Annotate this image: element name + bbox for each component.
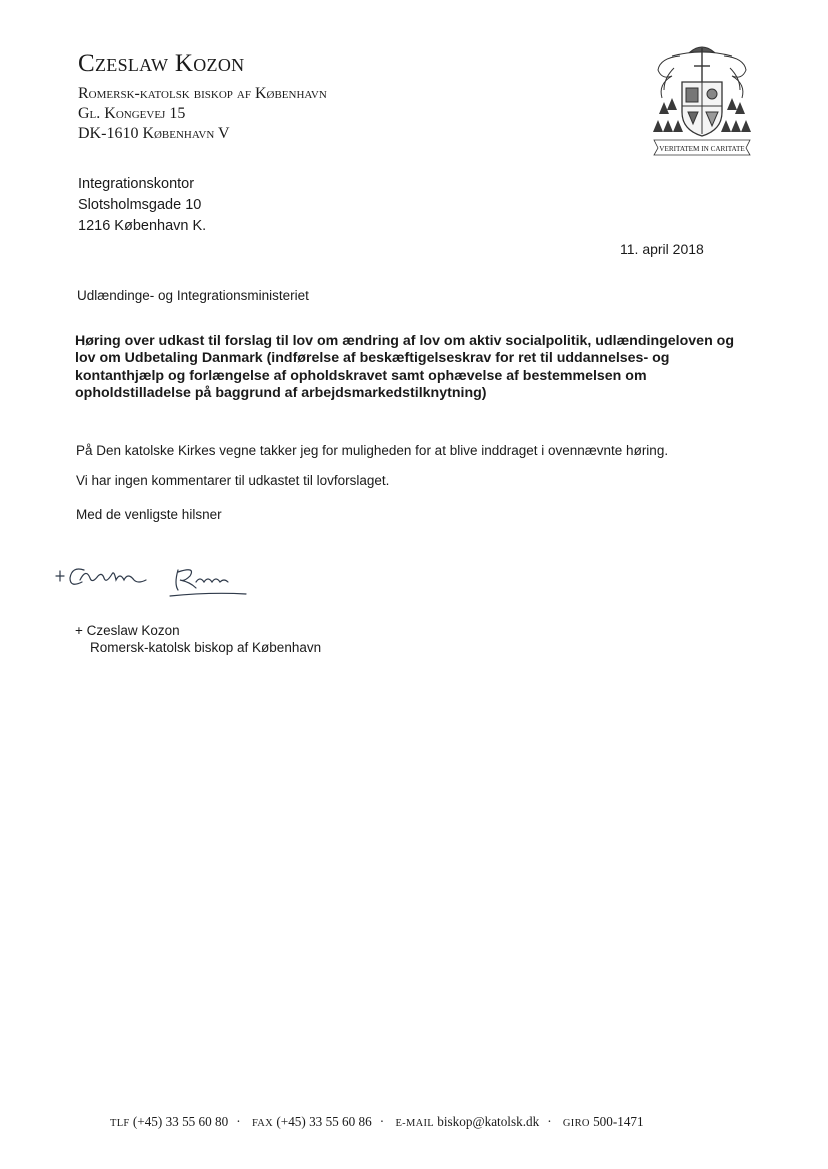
recipient-line-3: 1216 København K. — [78, 218, 207, 234]
tlf-number: (+45) 33 55 60 80 — [132, 1114, 229, 1129]
email-label: E-MAIL — [395, 1118, 434, 1129]
giro-label: GIRO — [562, 1118, 590, 1129]
letterhead-city: DK-1610 København V — [78, 125, 230, 142]
motto-text: VERITATEM IN CARITATE — [659, 145, 745, 153]
footer-contact: TLF (+45) 33 55 60 80 · FAX (+45) 33 55 60 86 · E-MAIL biskop@katolsk.dk · GIRO 500-1471 — [110, 1114, 644, 1129]
coat-of-arms-icon — [650, 38, 755, 156]
ministry-name: Udlændinge- og Integrationsministeriet — [77, 288, 309, 303]
subject-heading: Høring over udkast til forslag til lov om ændring af lov om aktiv socialpolitik, udlændingeloven og lov om Udbetaling Danmark (indførelse af beskæftigelseskrav for ret til uddannelses- og kontanthjælp og forlængelse af opholdskravet samt ophævelse af bestemmelsen om opholdstilladelse på baggrund af arbejdsmarkedstilknytning) — [75, 333, 735, 402]
letterhead-title: Romersk-katolsk biskop af København — [78, 85, 327, 102]
letterhead-street: Gl. Kongevej 15 — [78, 105, 186, 122]
giro-number: 500-1471 — [593, 1114, 644, 1129]
signer-title: Romersk-katolsk biskop af København — [90, 640, 322, 655]
recipient-line-1: Integrationskontor — [78, 176, 195, 192]
body-paragraph-2: Vi har ingen kommentarer til udkastet til lovforslaget. — [76, 473, 390, 488]
fax-label: FAX — [251, 1118, 274, 1129]
fax-number: (+45) 33 55 60 86 — [276, 1114, 372, 1129]
signer-name: + Czeslaw Kozon — [75, 623, 180, 638]
tlf-label: TLF — [110, 1118, 130, 1129]
body-paragraph-1: På Den katolske Kirkes vegne takker jeg for muligheden for at blive inddraget i ovennævnte høring. — [76, 443, 669, 458]
letterhead-name: Czeslaw Kozon — [78, 50, 245, 77]
letter-date: 11. april 2018 — [620, 241, 704, 257]
recipient-line-2: Slotsholmsgade 10 — [78, 197, 202, 213]
handwritten-signature — [50, 558, 250, 600]
email-address[interactable]: biskop@katolsk.dk — [437, 1114, 540, 1129]
closing-greeting: Med de venligste hilsner — [76, 507, 222, 522]
